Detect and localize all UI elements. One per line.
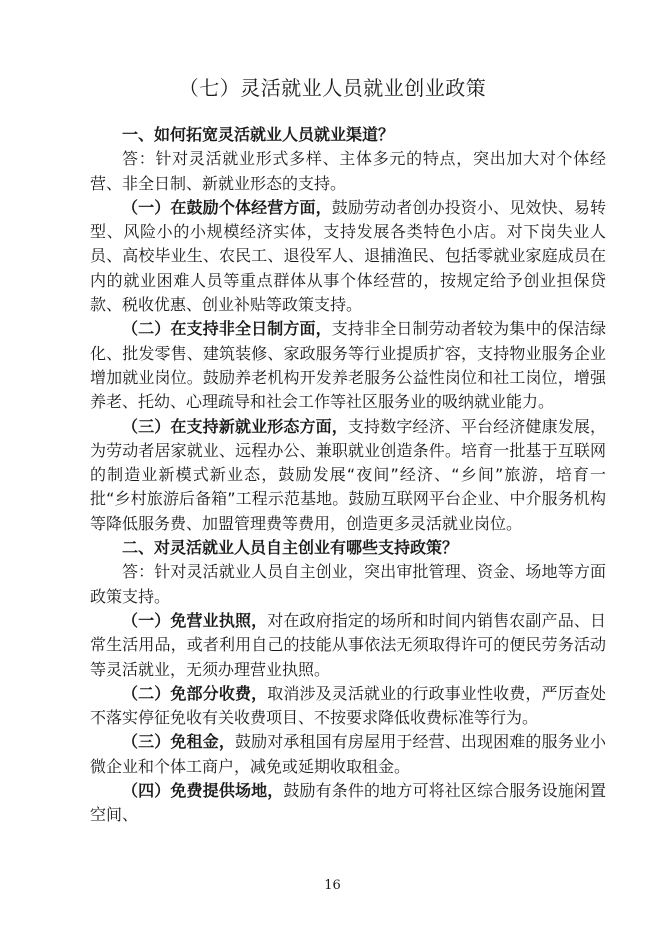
item-lead: （一）在鼓励个体经营方面， — [122, 197, 332, 217]
item-lead: （一）免营业执照， — [122, 610, 268, 630]
item-text: 鼓励对承租国有房屋用于经营、出现困难的服务业小微企业和个体工商户，减免或延期收取租金。 — [90, 732, 606, 776]
question-2-item-1 — [90, 609, 606, 682]
question-2-item-4 — [90, 779, 606, 828]
question-1-answer: 答：针对灵活就业形式多样、主体多元的特点，突出加大对个体经营、非全日制、新就业形态的支持。 — [90, 149, 606, 193]
question-1-item-3 — [90, 415, 606, 536]
item-lead: （二）免部分收费， — [122, 683, 268, 703]
question-1-item-1 — [90, 196, 606, 317]
question-2-item-2 — [90, 682, 606, 731]
item-text: 支持非全日制劳动者较为集中的保洁绿化、批发零售、建筑装修、家政服务等行业提质扩容，支持物业服务企业增加就业岗位。鼓励养老机构开发养老服务公益性岗位和社工岗位，增强养老、托幼、心理疏导和社会工作等社区服务业的吸纳就业能力。 — [90, 319, 606, 412]
item-text: 支持数字经济、平台经济健康发展，为劳动者居家就业、远程办公、兼职就业创造条件。培育一批基于互联网的制造业新模式新业态，鼓励发展“夜间”经济、“乡间”旅游，培育一批“乡村旅游后备箱”工程示范基地。鼓励互联网平台企业、中介服务机构等降低服务费、加盟管理费等费用，创造更多灵活就业岗位。 — [90, 416, 606, 533]
question-2-item-3 — [90, 730, 606, 779]
item-lead: （四）免费提供场地， — [122, 781, 284, 801]
page-title: （七）灵活就业人员就业创业政策 — [178, 76, 487, 100]
item-lead: （三）在支持新就业形态方面， — [122, 416, 348, 436]
item-lead: （三）免租金， — [122, 732, 235, 752]
question-1-item-2 — [90, 317, 606, 414]
item-lead: （二）在支持非全日制方面， — [122, 319, 332, 339]
item-text: 对在政府指定的场所和时间内销售农副产品、日常生活用品，或者利用自己的技能从事依法无须取得许可的便民劳务活动等灵活就业，无须办理营业执照。 — [90, 610, 606, 679]
question-2-heading: 二、对灵活就业人员自主创业有哪些支持政策？ — [122, 538, 459, 558]
item-text: 鼓励劳动者创办投资小、见效快、易转型、风险小的小规模经济实体，支持发展各类特色小店。对下岗失业人员、高校毕业生、农民工、退役军人、退捕渔民、包括零就业家庭成员在内的就业困难人员等重点群体从事个体经营的，按规定给予创业担保贷款、税收优惠、创业补贴等政策支持。 — [90, 197, 606, 315]
question-2-answer: 答：针对灵活就业人员自主创业，突出审批管理、资金、场地等方面政策支持。 — [90, 562, 606, 606]
item-text: 鼓励有条件的地方可将社区综合服务设施闲置空间、 — [90, 781, 606, 825]
item-text: 取消涉及灵活就业的行政事业性收费，严厉查处不落实停征免收有关收费项目、不按要求降低收费标准等行为。 — [90, 683, 606, 728]
question-1-heading: 一、如何拓宽灵活就业人员就业渠道？ — [122, 125, 395, 144]
document-body — [90, 123, 606, 828]
page-number: 16 — [324, 878, 341, 893]
